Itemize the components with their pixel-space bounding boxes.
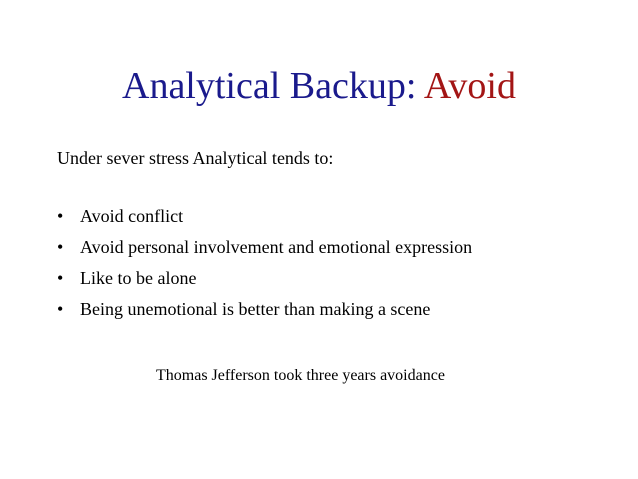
bullet-icon: • bbox=[57, 299, 64, 319]
bullet-text: Avoid conflict bbox=[80, 206, 184, 226]
bullet-text: Like to be alone bbox=[80, 268, 197, 288]
intro-text: Under sever stress Analytical tends to: bbox=[57, 148, 334, 168]
quote-text: Thomas Jefferson took three years avoidance bbox=[156, 367, 445, 384]
bullet-icon: • bbox=[57, 268, 64, 288]
bullet-text: Avoid personal involvement and emotional expression bbox=[80, 237, 473, 257]
bullet-icon: • bbox=[57, 237, 64, 257]
bullet-icon: • bbox=[57, 206, 64, 226]
title-accent: Avoid bbox=[423, 65, 516, 107]
title-lead: Analytical Backup: bbox=[122, 65, 424, 107]
slide-title bbox=[0, 62, 638, 110]
bullet-text: Being unemotional is better than making a scene bbox=[80, 299, 431, 319]
